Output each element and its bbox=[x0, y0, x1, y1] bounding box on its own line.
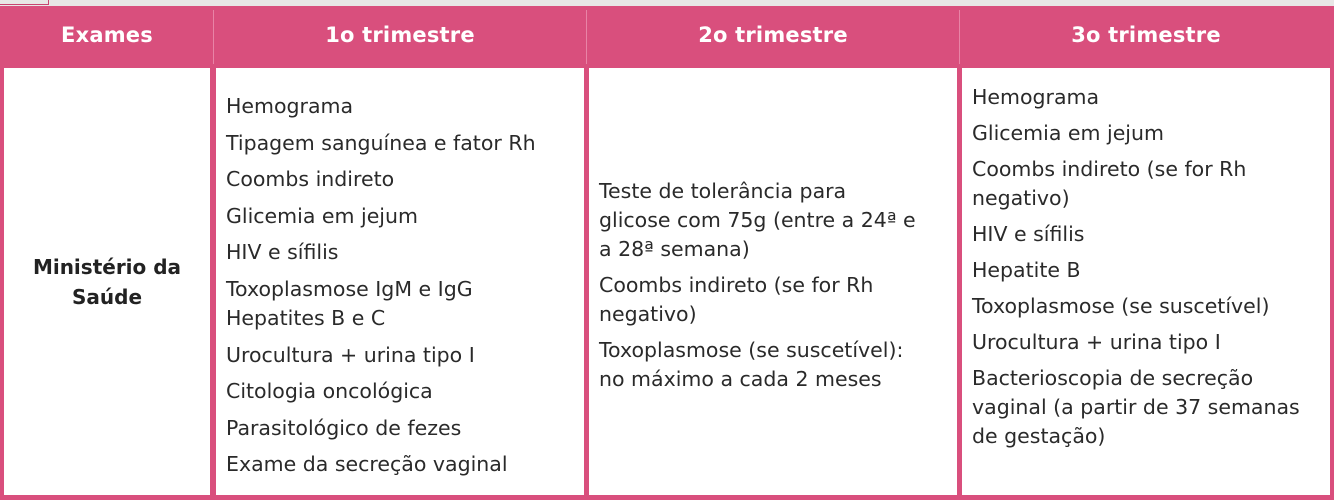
list-item: Citologia oncológica bbox=[226, 379, 433, 404]
list-item: Parasitológico de fezes bbox=[226, 415, 462, 440]
list-item: Glicemia em jejum bbox=[972, 121, 1164, 145]
table-header bbox=[0, 6, 1334, 64]
list-item: Toxoplasmose IgM e IgG bbox=[226, 276, 473, 301]
row-label: Ministério da Saúde bbox=[32, 254, 182, 309]
row-label-cell bbox=[4, 68, 210, 495]
header-third-trimester: 3o trimestre bbox=[1071, 23, 1221, 47]
header-divider bbox=[586, 10, 587, 64]
first-trimester-cell bbox=[216, 68, 584, 495]
header-second-trimester: 2o trimestre bbox=[698, 23, 848, 47]
third-trimester-list bbox=[972, 83, 1322, 458]
list-item: Teste de tolerância para glicose com 75g (entre a 24ª e a 28ª semana) bbox=[599, 179, 916, 261]
list-item: Tipagem sanguínea e fator Rh bbox=[226, 130, 536, 155]
list-item: Coombs indireto (se for Rh negativo) bbox=[599, 273, 874, 326]
list-item: Hepatites B e C bbox=[226, 305, 386, 330]
list-item: Bacterioscopia de secreção vaginal (a partir de 37 semanas de gestação) bbox=[972, 366, 1300, 448]
header-exames: Exames bbox=[61, 23, 153, 47]
list-item: Exame da secreção vaginal bbox=[226, 452, 508, 477]
second-trimester-cell bbox=[589, 68, 957, 495]
second-trimester-list bbox=[599, 177, 949, 401]
list-item: Toxoplasmose (se suscetível) bbox=[972, 294, 1270, 318]
header-divider bbox=[959, 10, 960, 64]
list-item: Urocultura + urina tipo I bbox=[226, 342, 475, 367]
list-item: Coombs indireto (se for Rh negativo) bbox=[972, 157, 1247, 210]
first-trimester-list bbox=[226, 92, 576, 487]
list-item: Coombs indireto bbox=[226, 167, 395, 192]
list-item: HIV e sífilis bbox=[226, 240, 339, 265]
list-item: Hemograma bbox=[226, 94, 354, 118]
third-trimester-cell bbox=[962, 68, 1330, 495]
list-item: Glicemia em jejum bbox=[226, 203, 418, 228]
list-item: HIV e sífilis bbox=[972, 222, 1085, 246]
header-divider bbox=[213, 10, 214, 64]
list-item: Hemograma bbox=[972, 85, 1100, 109]
list-item: Urocultura + urina tipo I bbox=[972, 330, 1221, 354]
tab-edge bbox=[0, 0, 49, 5]
list-item: Hepatite B bbox=[972, 258, 1081, 282]
list-item: Toxoplasmose (se suscetível): no máximo a cada 2 meses bbox=[599, 338, 904, 391]
header-first-trimester: 1o trimestre bbox=[325, 23, 475, 47]
